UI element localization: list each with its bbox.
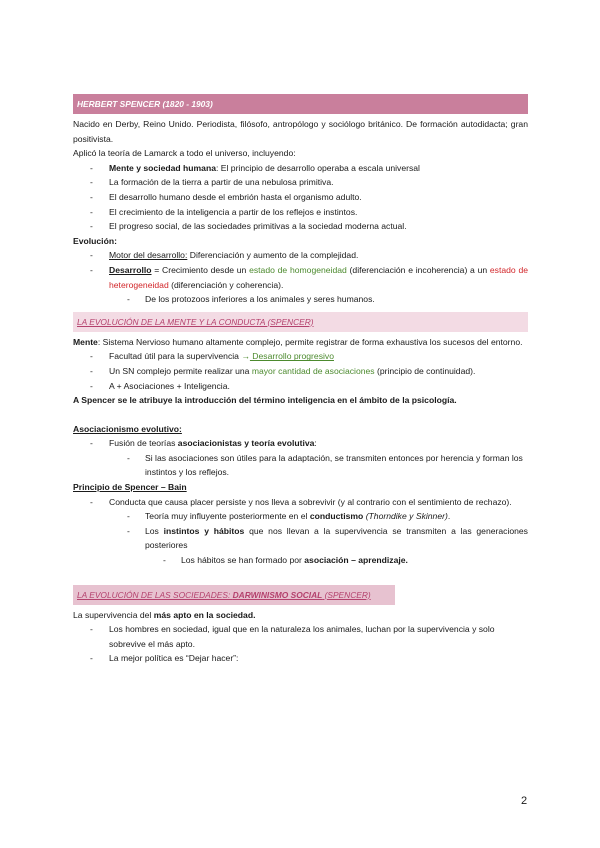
text: Teoría muy influyente posteriormente en el (145, 511, 310, 522)
text: (diferenciación e incoherencia) a un (346, 264, 490, 275)
list-item: - Los hombres en sociedad, igual que en la naturaleza los animales, luchan por la supervivencia y solo sobrevive el más apto. (73, 622, 528, 651)
bold-text: asociación – aprendizaje. (304, 555, 408, 566)
section-header-mente: LA EVOLUCIÓN DE LA MENTE Y LA CONDUCTA (SPENCER) (73, 312, 528, 332)
text: Facultad útil para la supervivencia (109, 351, 242, 362)
supervivencia-line: La supervivencia del más apto en la sociedad. (73, 609, 256, 620)
principio-title: Principio de Spencer – Bain (73, 482, 187, 493)
list-item (73, 248, 528, 263)
document-page (73, 94, 528, 666)
evolucion-label: Evolución: (73, 235, 117, 246)
mente-label: Mente (73, 336, 98, 347)
red-text: estado de heterogeneidad (109, 264, 528, 290)
text: = Crecimiento desde un (151, 264, 250, 275)
list-item: - Si las asociaciones son útiles para la adaptación, se transmiten entonces por herencia y forman los instintos y los reflejos. (73, 451, 528, 480)
text: : El principio de desarrollo operaba a escala universal (215, 162, 420, 173)
text: Los hábitos se han formado por (181, 555, 305, 566)
list-item: - A + Asociaciones + Inteligencia. (73, 379, 528, 394)
list-item: - De los protozoos inferiores a los animales y seres humanos. (73, 292, 528, 307)
list-item: - El progreso social, de las sociedades primitivas a la sociedad moderna actual. (73, 219, 528, 234)
text: : (314, 438, 317, 449)
list-item (73, 436, 528, 451)
list-item (73, 509, 528, 524)
intro-lamarck: Aplicó la teoría de Lamarck a todo el universo, incluyendo: (73, 148, 296, 159)
text: . (447, 511, 451, 522)
text: que nos llevan a la supervivencia se transmiten a las generaciones posteriores (145, 525, 528, 551)
list-item: - Conducta que causa placer persiste y nos lleva a sobrevivir (y al contrario con el sentimiento de rechazo). (73, 495, 528, 510)
text: Un SN complejo permite realizar una (109, 365, 252, 376)
list-item (73, 263, 528, 292)
bold-text: conductismo (309, 511, 364, 522)
arrow-icon: → (241, 351, 250, 362)
asociacionismo-title: Asociacionismo evolutivo: (73, 423, 182, 434)
motor-label: Motor del desarrollo: (109, 250, 188, 261)
text: Los (145, 525, 164, 536)
italic-text: (Thorndike y Skinner) (365, 511, 448, 522)
green-text: estado de homogeneidad (249, 264, 347, 275)
section-header-sociedades: LA EVOLUCIÓN DE LAS SOCIEDADES: DARWINISMO SOCIAL (SPENCER) (73, 585, 395, 605)
text: Fusión de teorías (109, 438, 178, 449)
list-item: - El desarrollo humano desde el embrión hasta el organismo adulto. (73, 190, 528, 205)
list-item (73, 553, 528, 568)
list-item (73, 524, 528, 553)
list-item: - La mejor política es “Dejar hacer”: (73, 651, 528, 666)
list-item (73, 161, 528, 176)
desarrollo-progresivo-link: Desarrollo progresivo (249, 351, 334, 362)
mente-paragraph (73, 335, 528, 350)
bold-text: asociacionistas y teoría evolutiva (177, 438, 315, 449)
desarrollo-label: Desarrollo (109, 264, 152, 275)
intro-paragraph: Nacido en Derby, Reino Unido. Periodista, filósofo, antropólogo y sociólogo británico. De formación autodidacta; gran positivista. (73, 119, 528, 144)
motor-text: Diferenciación y aumento de la complejidad. (187, 250, 359, 261)
text: : Sistema Nervioso humano altamente complejo, permite registrar de forma exhaustiva los sucesos del entorno. (97, 336, 523, 347)
list-item (73, 364, 528, 379)
green-text: mayor cantidad de asociaciones (251, 365, 375, 376)
bold-text: instintos y hábitos (163, 525, 245, 536)
list-item (73, 349, 528, 364)
text: (principio de continuidad). (374, 365, 476, 376)
spencer-note: A Spencer se le atribuye la introducción del término inteligencia en el ámbito de la psicología. (73, 395, 457, 406)
text: (diferenciación y coherencia). (168, 279, 284, 290)
bold-text: Mente y sociedad humana (109, 162, 216, 173)
section-header-spencer: HERBERT SPENCER (1820 - 1903) (73, 94, 528, 114)
page-number: 2 (521, 795, 528, 807)
list-item: - La formación de la tierra a partir de una nebulosa primitiva. (73, 175, 528, 190)
list-item: - El crecimiento de la inteligencia a partir de los reflejos e instintos. (73, 205, 528, 220)
